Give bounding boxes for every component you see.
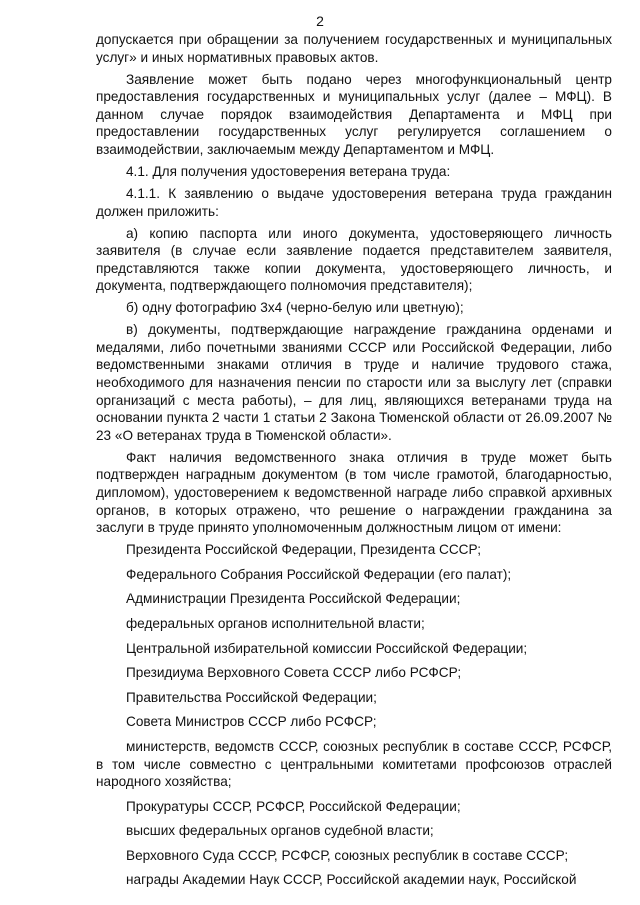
list-item: Прокуратуры СССР, РСФСР, Российской Федерации; — [126, 798, 461, 814]
paragraph-mfc: Заявление может быть подано через многофункциональный центр предоставления государственных и муниципальных услуг (далее – МФЦ). В данном случае порядок взаимодействия Департамента и МФЦ при предоставлении государственных услуг регулируется соглашением о взаимодействии, заключаемым между Департаментом и МФЦ. — [96, 71, 612, 157]
list-item: награды Академии Наук СССР, Российской академии наук, Российской — [126, 872, 577, 888]
list-item: Центральной избирательной комиссии Российской Федерации; — [126, 640, 528, 656]
list-item: Президиума Верховного Совета СССР либо РСФСР; — [126, 665, 462, 681]
section-4-1-1-paragraph: 4.1.1. К заявлению о выдаче удостоверения ветерана труда гражданин должен приложить: — [96, 185, 612, 219]
document-body — [96, 31, 612, 896]
list-item: федеральных органов исполнительной власти; — [126, 615, 425, 631]
list-item: Президента Российской Федерации, Президента СССР; — [126, 542, 482, 558]
item-a-paragraph: а) копию паспорта или иного документа, удостоверяющего личность заявителя (в случае если заявление подается представителем заявителя, представляются также копии документа, удостоверяющего личность, и документа, подтверждающего полномочия представителя); — [96, 225, 612, 294]
paragraph-departmental-badge: Факт наличия ведомственного знака отличия в труде может быть подтвержден наградным документом (в том числе грамотой, благодарностью, дипломом), удостоверением к ведомственной награде либо справкой архивных органов, в которых отражено, что решение о награждении гражданина за заслуги в труде принято уполномоченным должностным лицом от имени: — [96, 449, 612, 536]
paragraph-continuation: допускается при обращении за получением государственных и муниципальных услуг» и иных нормативных правовых актов. — [96, 32, 612, 65]
page-number: 2 — [316, 13, 324, 29]
list-item: министерств, ведомств СССР, союзных республик в составе СССР, РСФСР, в том числе совместно с центральными комитетами профсоюзов отраслей народного хозяйства; — [96, 738, 612, 790]
item-v-paragraph: в) документы, подтверждающие награждение гражданина орденами и медалями, либо почетными званиями СССР или Российской Федерации, либо ведомственными знаками отличия в труде и наличие трудового стажа, необходимого для назначения пенсии по старости или за выслугу лет (справки организаций с места работы), – для лиц, являющихся ветеранами труда на основании пункта 2 части 1 статьи 2 Закона Тюменской области от 26.09.2007 № 23 «О ветеранах труда в Тюменской области». — [96, 322, 612, 443]
list-item: Администрации Президента Российской Федерации; — [126, 591, 461, 607]
list-item: высших федеральных органов судебной власти; — [126, 823, 434, 839]
list-item: Федерального Собрания Российской Федерации (его палат); — [126, 566, 512, 582]
list-item: Верховного Суда СССР, РСФСР, союзных республик в составе СССР; — [126, 847, 569, 863]
section-4-1-heading: 4.1. Для получения удостоверения ветерана труда: — [126, 163, 451, 179]
list-item: Правительства Российской Федерации; — [126, 689, 377, 705]
item-b-paragraph: б) одну фотографию 3х4 (черно-белую или цветную); — [126, 300, 464, 316]
list-item: Совета Министров СССР либо РСФСР; — [126, 714, 377, 730]
